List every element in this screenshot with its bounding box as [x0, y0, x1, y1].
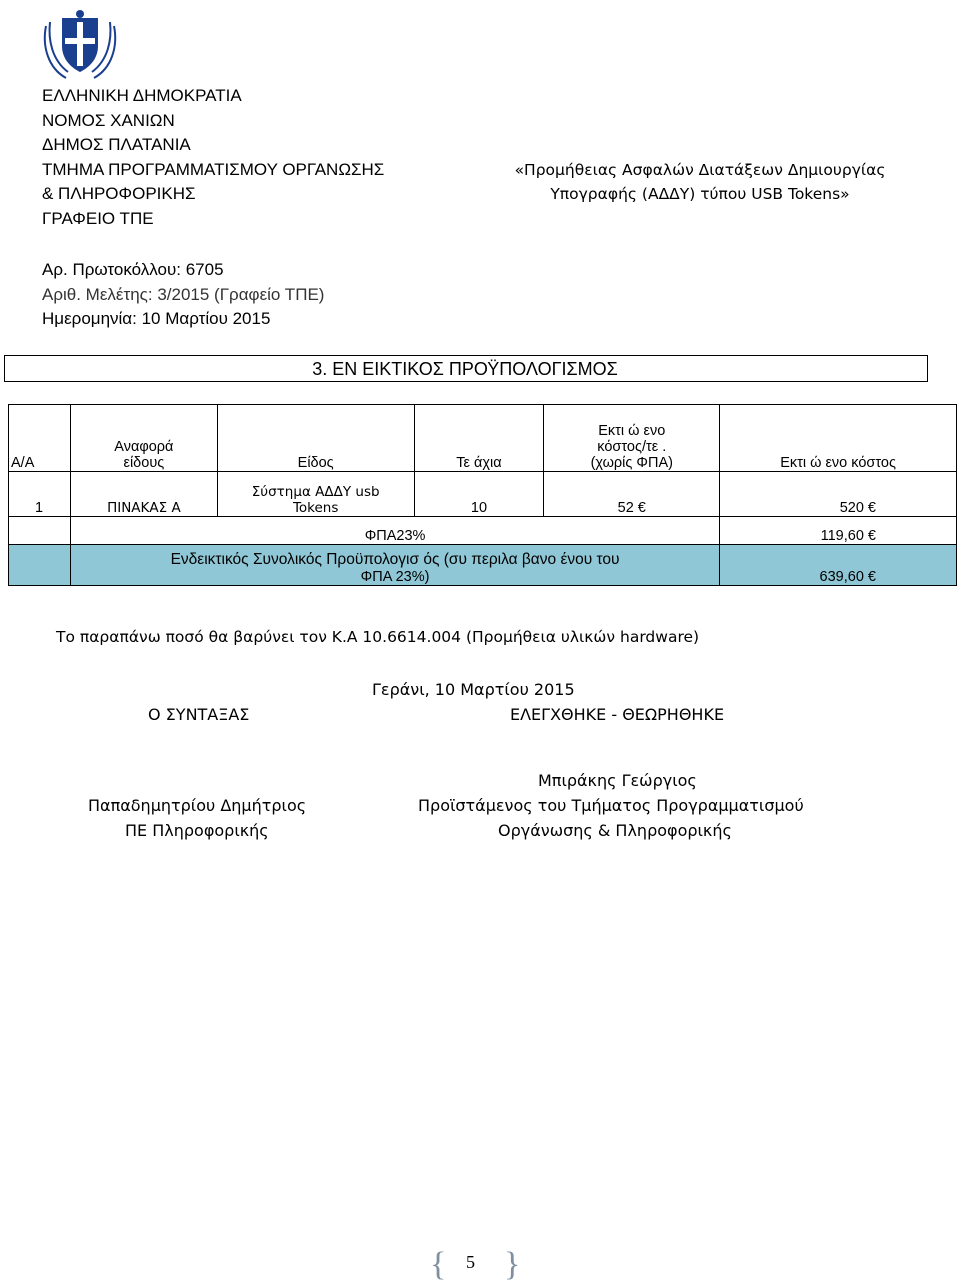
vat-row: [9, 517, 957, 545]
composer-name: Παπαδημητρίου Δημήτριος: [88, 796, 307, 815]
header-unit-cost: Εκτι ώ ενο κόστος/τε . (χωρίς ΦΠΑ): [544, 405, 720, 472]
grand-total-value: 639,60 €: [720, 545, 957, 586]
table-header-row: [9, 405, 957, 472]
section-title: 3. ΕΝ ΕΙΚΤΙΚΟΣ ΠΡΟΫΠΟΛΟΓΙΣΜΟΣ: [312, 359, 618, 379]
row-unit-cost: 52 €: [544, 472, 720, 517]
header-item: Είδος: [217, 405, 414, 472]
budget-code-note: Το παραπάνω ποσό θα βαρύνει τον Κ.Α 10.6614.004 (Προμήθεια υλικών hardware): [56, 628, 700, 646]
left-brace-decoration: {: [430, 1246, 447, 1283]
header-total-cost: Εκτι ώ ενο κόστος: [720, 405, 957, 472]
blank-cell: [9, 517, 71, 545]
document-meta: [42, 258, 324, 332]
approver-role: ΕΛΕΓΧΘΗΚΕ - ΘΕΩΡΗΘΗΚΕ: [510, 705, 725, 724]
grand-total-row: [9, 545, 957, 586]
greek-coat-of-arms-icon: [40, 6, 120, 82]
org-line: ΕΛΛΗΝΙΚΗ ΔΗΜΟΚΡΑΤΙΑ: [42, 86, 242, 105]
issuing-authority: [42, 84, 384, 231]
table-row: [9, 472, 957, 517]
vat-label: ΦΠΑ23%: [70, 517, 719, 545]
blank-cell: [9, 545, 71, 586]
vat-value: 119,60 €: [720, 517, 957, 545]
approver-title: Προϊστάμενος του Τμήματος Προγραμματισμού: [418, 796, 804, 815]
header-aa: Α/Α: [9, 405, 71, 472]
header-quantity: Τε άχια: [414, 405, 544, 472]
row-reference: ΠΙΝΑΚΑΣ Α: [70, 472, 217, 517]
org-line: ΔΗΜΟΣ ΠΛΑΤΑΝΙΑ: [42, 135, 191, 154]
right-brace-decoration: }: [504, 1246, 521, 1283]
place-date: Γεράνι, 10 Μαρτίου 2015: [372, 680, 575, 699]
row-total-cost: 520 €: [720, 472, 957, 517]
study-number: Αριθ. Μελέτης: 3/2015 (Γραφείο ΤΠΕ): [42, 284, 325, 304]
page-number: 5: [466, 1252, 475, 1272]
approver-department: Οργάνωσης & Πληροφορικής: [498, 821, 732, 840]
budget-table: [8, 404, 957, 586]
protocol-number: Αρ. Πρωτοκόλλου: 6705: [42, 260, 224, 279]
org-line: ΓΡΑΦΕΙΟ ΤΠΕ: [42, 208, 154, 228]
row-quantity: 10: [414, 472, 544, 517]
header-reference: Αναφορά είδους: [70, 405, 217, 472]
grand-total-label: Ενδεικτικός Συνολικός Προϋπολογισ ός (συ περιλα βανο ένου του ΦΠΑ 23%): [70, 545, 719, 586]
document-date: Ημερομηνία: 10 Μαρτίου 2015: [42, 309, 271, 328]
composer-role: Ο ΣΥΝΤΑΞΑΣ: [148, 705, 250, 724]
approver-name: Μπιράκης Γεώργιος: [538, 771, 697, 790]
project-title: «Προμήθειας Ασφαλών Διατάξεων Δημιουργίας Υπογραφής (ΑΔΔΥ) τύπου USB Tokens»: [514, 161, 886, 203]
org-line: ΝΟΜΟΣ ΧΑΝΙΩΝ: [42, 110, 175, 130]
org-line: ΤΜΗΜΑ ΠΡΟΓΡΑΜΜΑΤΙΣΜΟΥ ΟΡΓΑΝΩΣΗΣ: [42, 159, 385, 179]
row-item: Σύστημα ΑΔΔΥ usb Tokens: [217, 472, 414, 517]
org-line: & ΠΛΗΡΟΦΟΡΙΚΗΣ: [42, 184, 196, 203]
composer-title: ΠΕ Πληροφορικής: [125, 821, 269, 840]
row-aa: 1: [9, 472, 71, 517]
